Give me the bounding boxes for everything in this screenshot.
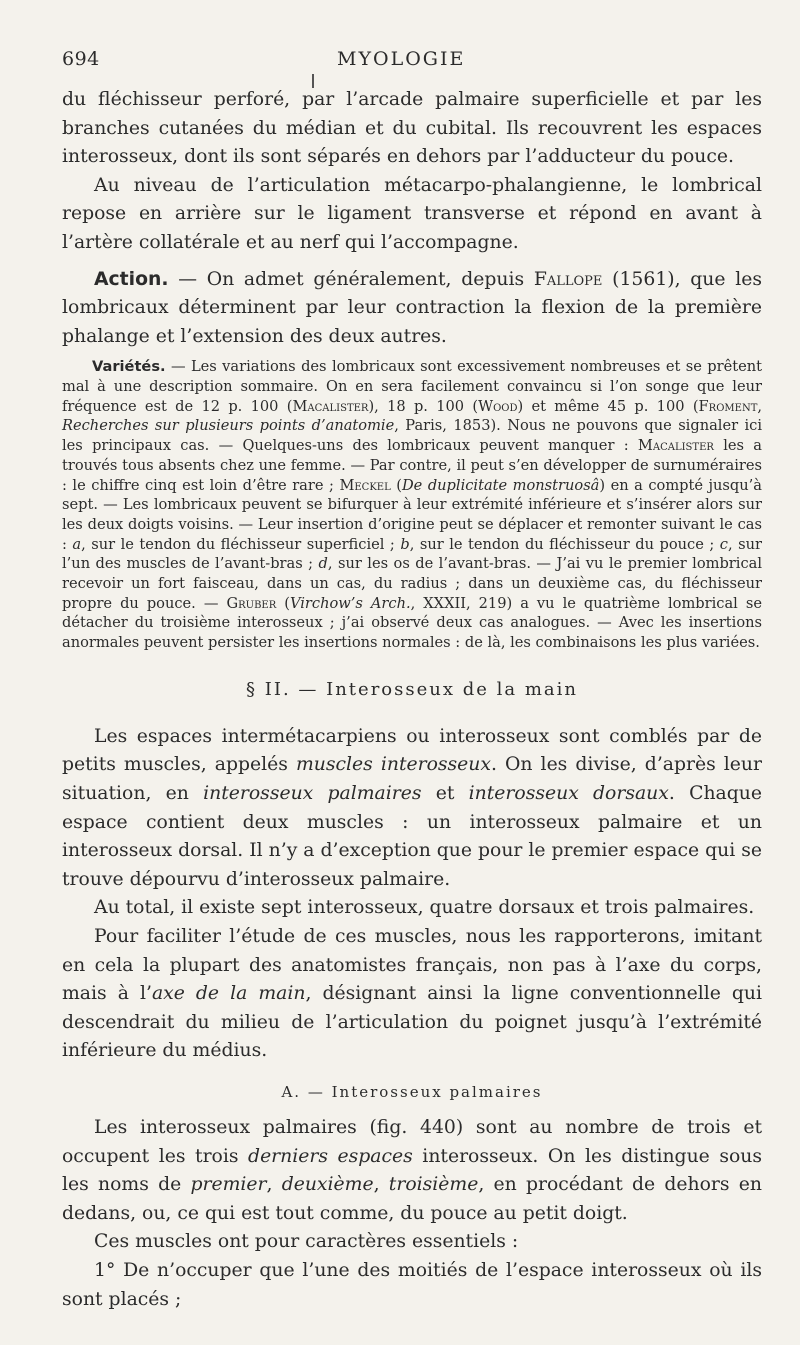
paragraph-total: Au total, il existe sept interosseux, quatre dorsaux et trois palmaires. [94, 897, 755, 919]
paragraph-caracteres: Ces muscles ont pour caractères essentiels : [94, 1231, 519, 1253]
paragraph-articulation: Au niveau de l’articulation métacarpo-phalangienne, le lombrical repose en arrière sur le ligament transverse et répond en avant à l’artère collatérale et au nerf qui l’accompagne. [62, 174, 762, 253]
paragraph-axe: Pour faciliter l’étude de ces muscles, nous les rapporterons, imitant en cela la plupart des anatomistes français, non pas à l’axe du corps, mais à l’axe de la main, désignant ainsi la ligne conventionnelle qui descendrait du milieu de l’articulation du poignet jusqu’à l’extrémité inférieure du médius. [62, 926, 763, 1062]
paragraph-varietes: Variétés. — Les variations des lombricaux sont excessivement nombreuses et se prêtent mal à une description sommaire. On en sera facilement convaincu si l’on songe que leur fréquence est de 12 p. 100 (Macalister), 18 p. 100 (Wood) et même 45 p. 100 (Froment, Recherches sur plusieurs points d’anatomie, Paris, 1853). Nous ne pouvons que signaler ici les principaux cas. — Quelques-uns des lombricaux peuvent manquer : Macalister les a trouvés tous absents chez une femme. — Par contre, il peut s’en développer de surnuméraires : le chiffre cinq est loin d’être rare ; Meckel (De duplicitate monstruosâ) en a compté jusqu’à sept. — Les lombricaux peuvent se bifurquer à leur extrémité inférieure et s’insérer alors sur les deux doigts voisins. — Leur insertion d’origine peut se déplacer et remonter suivant le cas : a, sur le tendon du fléchisseur superficiel ; b, sur le tendon du fléchisseur du pouce ; c, sur l’un des muscles de l’avant-bras ; d, sur les os de l’avant-bras. — J’ai vu le premier lombrical recevoir un fort faisceau, dans un cas, du radius ; dans un deuxième cas, du fléchisseur propre du pouce. — Gruber (Virchow’s Arch., XXXII, 219) a vu le quatrième lombrical se détacher du troisième interosseux ; j’ai observé deux cas analogues. — Avec les insertions anormales peuvent persister les insertions normales : de là, les combinaisons les plus variées. [62, 358, 762, 652]
section-heading: § II. — Interosseux de la main [246, 678, 578, 700]
action-label: Action. [94, 268, 169, 290]
paragraph-palmaires: Les interosseux palmaires (fig. 440) sont au nombre de trois et occupent les trois derniers espaces interosseux. On les distingue sous les noms de premier, deuxième, troisième, en procédant de dehors en dedans, ou, ce qui est tout comme, du pouce au petit doigt. [62, 1117, 762, 1224]
author-froment: Froment [698, 397, 758, 415]
paragraph-espaces: Les espaces intermétacarpiens ou interosseux sont comblés par de petits muscles, appelés muscles interosseux. On les divise, d’après leur situation, en interosseux palmaires et interosseux dorsaux. Chaque espace contient deux muscles : un interosseux palmaire et un interosseux dorsal. Il n’y a d’exception que pour le premier espace qui se trouve dépourvu d’interosseux palmaire. [62, 725, 762, 890]
author-macalister-2: Macalister [637, 437, 714, 455]
author-macalister: Macalister [292, 397, 369, 415]
paragraph-action: Action. — On admet généralement, depuis Fallope (1561), que les lombricaux déterminent par leur contraction la flexion de la première phalange et l’extension des deux autres. [62, 268, 762, 347]
subsection-heading: A. — Interosseux palmaires [281, 1083, 543, 1102]
paragraph-continuation: du fléchisseur perforé, par l’arcade palmaire superficielle et par les branches cutanées du médian et du cubital. Ils recouvrent les espaces interosseux, dont ils sont séparés en dehors par l’adducteur du pouce. [62, 89, 762, 168]
author-gruber: Gruber [226, 594, 277, 612]
page-body [62, 86, 762, 1314]
work-title-meckel: De duplicitate monstruosâ [401, 476, 600, 494]
journal-virchow: Virchow’s Arch. [289, 594, 411, 612]
work-title-froment: Recherches sur plusieurs points d’anatomie [62, 417, 395, 435]
author-fallope: Fallope [533, 268, 603, 290]
running-title: MYOLOGIE [337, 48, 466, 70]
varietes-label: Variétés. [92, 358, 166, 376]
author-meckel: Meckel [339, 476, 391, 494]
page-number: 694 [62, 48, 100, 70]
author-wood: Wood [478, 397, 518, 415]
paragraph-item-1: 1° De n’occuper que l’une des moitiés de l’espace interosseux où ils sont placés ; [62, 1259, 762, 1310]
page-header [62, 48, 762, 88]
